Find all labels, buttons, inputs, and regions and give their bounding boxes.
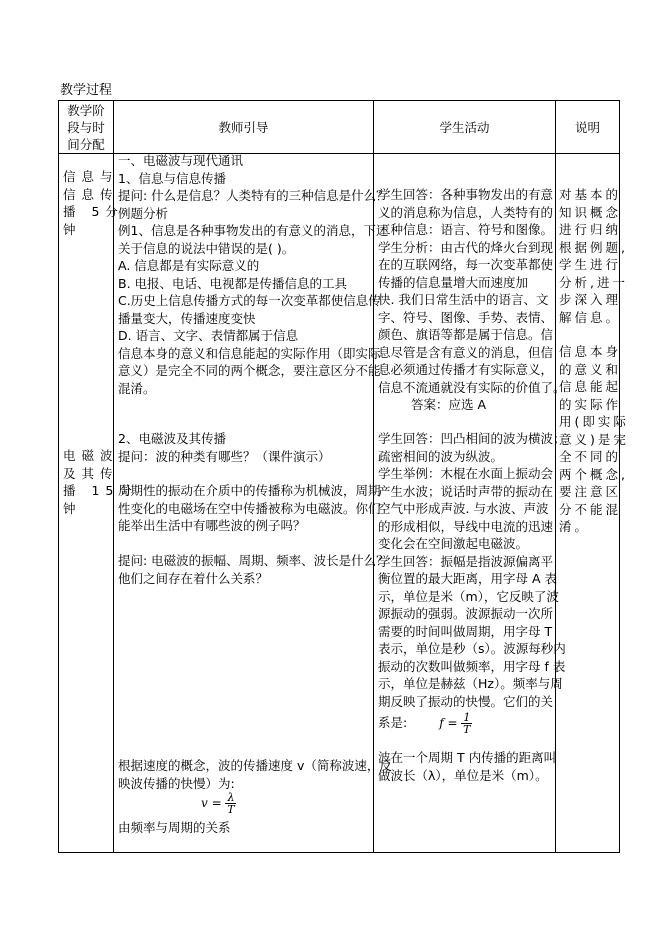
- text-line: 提问: 电磁波的振幅、周期、频率、波长是什么？: [118, 553, 389, 568]
- text-line: 学生回答：凹凸相间的波为横波；: [378, 431, 566, 446]
- teacher-block-speed: [118, 757, 392, 792]
- text-line: 波在一个周期 T 内传播的距离叫: [378, 750, 557, 765]
- text-line: 意义）是完全不同的两个概念，要注意区分不能: [118, 363, 381, 378]
- header-stage-line: 段与时: [67, 119, 105, 135]
- text-line: 例题分析: [118, 205, 169, 221]
- text-line: 字、符号、图像、手势、表情、: [378, 309, 554, 325]
- text-line: 信息传: [63, 186, 119, 202]
- student-block-relation: [378, 712, 472, 735]
- text-line: 电磁波: [63, 448, 119, 463]
- formula-numerator: λ: [227, 791, 235, 804]
- formula-denominator: T: [463, 723, 471, 736]
- text-line: 他们之间存在着什么关系？: [118, 570, 269, 586]
- relation-label: 系是:: [378, 715, 408, 730]
- text-line: 振动的次数叫做频率，用字母 f 表: [378, 658, 566, 674]
- text-line: 信息本身: [559, 344, 622, 359]
- text-line: 的实际作: [559, 396, 622, 412]
- student-block-waves: [378, 430, 566, 710]
- text-line: 学生举例：木棍在水面上振动会: [378, 466, 554, 481]
- text-line: 要注意区: [559, 484, 622, 499]
- text-line: 变化会在空间激起电磁波。: [378, 536, 529, 551]
- formula-numerator: 1: [463, 711, 471, 724]
- formula-wave-speed: [201, 792, 236, 815]
- text-line: 混淆。: [118, 380, 156, 396]
- text-line: 对基本的: [559, 187, 622, 202]
- text-line: 分析,进一: [559, 274, 628, 290]
- text-line: 根据例题,: [559, 239, 628, 255]
- text-line: 的形成相似，导线中电流的迅速: [378, 518, 554, 534]
- student-block-wavelength: [378, 749, 556, 784]
- teacher-block-wave-types: [118, 430, 331, 465]
- text-line: 钟: [63, 221, 82, 237]
- text-line: 知识概念: [559, 204, 622, 220]
- text-line: 信息与: [63, 169, 119, 184]
- formula-denominator: T: [227, 803, 235, 816]
- text-line: 能举出生活中有哪些波的例子吗？: [118, 518, 306, 533]
- text-line: 信息本身的意义和信息能起的实际作用（即实际: [118, 345, 381, 361]
- text-line: A. 信息都是有实际意义的: [118, 258, 260, 273]
- student-block-answer: [378, 186, 566, 396]
- teacher-block-question: [118, 552, 389, 587]
- text-line: 根据速度的概念，波的传播速度 v（简称波速，反: [118, 758, 392, 773]
- text-line: 表示，单位是秒（s）。波源每秒内: [378, 641, 566, 656]
- text-line: 步深入理: [559, 292, 622, 307]
- text-line: D. 语言、文字、表情都属于信息: [118, 328, 299, 343]
- formula-lhs: v =: [201, 796, 222, 810]
- text-line: 性变化的电磁场在空中传播被称为电磁波。你们: [118, 500, 381, 516]
- student-block-choice: [411, 396, 486, 414]
- text-line: 期反映了振动的快慢。它们的关: [378, 693, 554, 709]
- text-line: 及其传: [63, 465, 119, 481]
- text-line: 义的消息称为信息，人类特有的: [378, 204, 554, 220]
- header-notes: 说明: [574, 119, 600, 135]
- text-line: 信息不流通就没有实际的价值了。: [378, 379, 566, 395]
- text-line: 播量变大，传播速度变快: [118, 310, 256, 326]
- text-line: 用(即实际: [559, 414, 629, 429]
- notes-block-meaning: [559, 343, 629, 536]
- text-line: 在的互联网络，每一次变革都使: [378, 257, 554, 272]
- header-teacher: 教师引导: [218, 119, 269, 135]
- header-stage-line: 教学阶: [67, 102, 105, 118]
- text-line: 做波长（λ），单位是米（m）。: [378, 767, 548, 783]
- text-line: 提问：波的种类有哪些？（课件演示）: [118, 448, 331, 464]
- text-line: 答案：应选 A: [411, 397, 487, 412]
- text-line: 示，单位是米（m），它反映了波: [378, 588, 559, 604]
- text-line: 钟: [63, 500, 82, 516]
- text-line: C.历史上信息传播方式的每一次变革都使信息传: [118, 293, 381, 308]
- text-line: 关于信息的说法中错误的是( )。: [118, 240, 295, 256]
- text-line: 2、电磁波及其传播: [118, 431, 226, 446]
- teacher-block-wave-def: [118, 482, 381, 535]
- header-student: 学生活动: [439, 119, 490, 135]
- notes-block-concepts: [559, 186, 628, 326]
- teacher-block-info: [118, 152, 389, 397]
- header-stage: [59, 101, 113, 153]
- text-line: B. 电报、电话、电视都是传播信息的工具: [118, 275, 348, 291]
- header-stage-line: 间分配: [67, 136, 105, 152]
- teacher-block-relation: [118, 819, 231, 837]
- text-line: 息必须通过传播才有实际意义，: [378, 362, 554, 377]
- text-line: 播 5分: [63, 204, 124, 219]
- text-line: 周期性的振动在介质中的传播称为机械波，周期: [118, 483, 381, 498]
- text-line: 源振动的强弱。波源振动一次所: [378, 606, 554, 621]
- text-line: 1、信息与信息传播: [118, 170, 226, 186]
- lesson-table: [58, 100, 629, 853]
- text-line: 例1、信息是各种事物发出的有意义的消息，下述: [118, 223, 389, 238]
- text-line: 示，单位是赫兹（Hz）。频率与周: [378, 676, 563, 691]
- text-line: 映波传播的快慢）为:: [118, 775, 235, 791]
- text-line: 产生水波；说话时声带的振动在: [378, 483, 554, 499]
- stage-block-info: [63, 168, 124, 238]
- section-title: 教学过程: [60, 83, 113, 98]
- text-line: 衡位置的最大距离，用字母 A 表: [378, 571, 557, 586]
- text-line: 学生进行: [559, 257, 622, 272]
- formula-lhs: f =: [439, 716, 458, 730]
- text-line: 颜色、旗语等都是属于信息。信: [378, 327, 554, 342]
- text-line: 息尽管是含有意义的消息，但信: [378, 344, 554, 360]
- text-line: 传播的信息量增大而速度加: [378, 274, 529, 290]
- text-line: 学生分析：由古代的烽火台到现: [378, 239, 554, 255]
- text-line: 分不能混: [559, 501, 622, 517]
- text-line: 播 15分: [63, 483, 138, 498]
- text-line: 进行归纳: [559, 222, 622, 237]
- text-line: 学生回答：各种事物发出的有意: [378, 187, 554, 202]
- text-line: 的意义和: [559, 361, 622, 377]
- text-line: 全不同的: [559, 449, 622, 464]
- text-line: 疏密相间的波为纵波。: [378, 448, 504, 464]
- text-line: 一、电磁波与现代通讯: [118, 153, 244, 168]
- text-line: 三种信息：语言、符号和图像。: [378, 222, 554, 237]
- text-line: 由频率与周期的关系: [118, 820, 231, 835]
- text-line: 需要的时间叫做周期，用字母 T: [378, 623, 553, 639]
- text-line: 信息能起: [559, 379, 622, 394]
- text-line: 淆。: [559, 519, 591, 534]
- text-line: 两个概念,: [559, 466, 628, 482]
- text-line: 快. 我们日常生活中的语言、文: [378, 292, 549, 307]
- formula-frequency: [439, 711, 472, 736]
- text-line: 意义)是完: [559, 431, 629, 447]
- text-line: 学生回答：振幅是指波源偏离平: [378, 553, 554, 569]
- text-line: 解信息。: [559, 309, 622, 325]
- text-line: 空气中形成声波. 与水波、声波: [378, 501, 549, 516]
- text-line: 提问: 什么是信息？人类特有的三种信息是什么？: [118, 188, 389, 203]
